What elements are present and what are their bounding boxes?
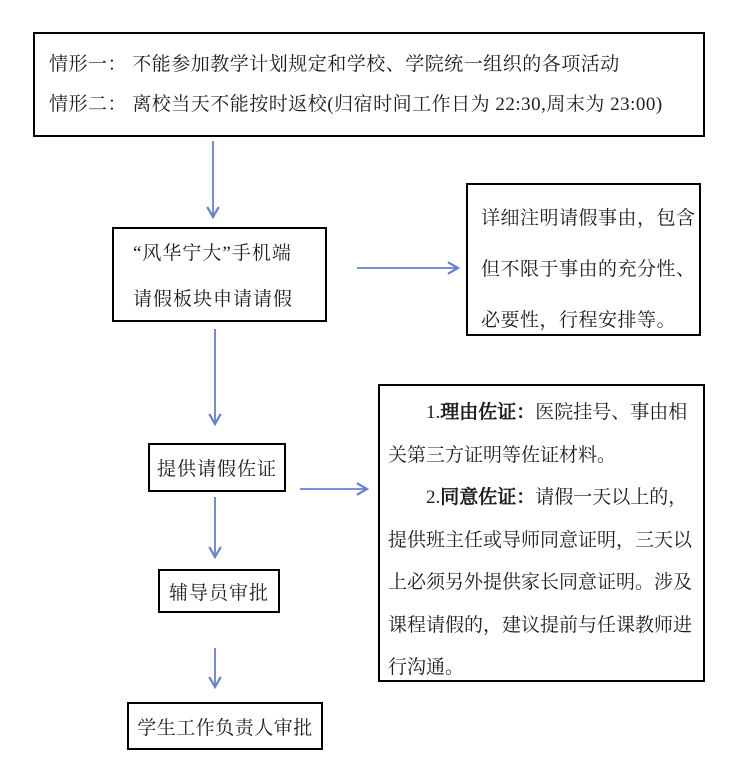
scenario-1-text: 情形一： 不能参加教学计划规定和学校、学院统一组织的各项活动	[49, 54, 620, 75]
student-affairs-leader-approval-label: 学生工作负责人审批	[137, 717, 313, 739]
evidence-note-line-2: 关第三方证明等佐证材料。	[388, 444, 617, 466]
reason-note-line-2: 但不限于事由的充分性、	[481, 259, 696, 280]
evidence-note-line-4: 提供班主任或导师同意证明，三天以	[388, 529, 693, 551]
evidence-item-1-number: 1.	[426, 402, 441, 423]
evidence-note-line-6: 课程请假的，建议提前与任课教师进	[388, 614, 693, 636]
evidence-item-2-title: 同意佐证：	[440, 487, 536, 508]
app-apply-line-1: “风华宁大”手机端	[133, 243, 292, 264]
evidence-item-2	[388, 477, 695, 520]
reason-note-line-1: 详细注明请假事由，包含	[481, 208, 696, 229]
student-affairs-leader-approval-box	[127, 702, 323, 750]
evidence-item-2-text: 请假一天以上的，	[535, 487, 688, 508]
evidence-item-1	[388, 392, 695, 435]
reason-note-line-3: 必要性，行程安排等。	[481, 310, 677, 331]
evidence-item-1-title: 理由佐证：	[440, 402, 536, 423]
evidence-note-line-7: 行沟通。	[388, 657, 465, 678]
evidence-note-box	[378, 384, 705, 682]
counselor-approval-label: 辅导员审批	[168, 582, 269, 604]
app-apply-box	[112, 227, 327, 322]
scenarios-box	[33, 32, 705, 137]
evidence-note-line-5: 上必须另外提供家长同意证明。涉及	[388, 572, 693, 593]
provide-evidence-box	[148, 443, 286, 492]
evidence-item-2-number: 2.	[426, 487, 441, 508]
reason-note-box	[466, 183, 701, 336]
counselor-approval-box	[158, 569, 280, 613]
app-apply-line-2: 请假板块申请请假	[133, 289, 294, 310]
provide-evidence-label: 提供请假佐证	[156, 459, 277, 480]
scenario-2-text: 情形二： 离校当天不能按时返校(归宿时间工作日为 22:30,周末为 23:00)	[49, 94, 663, 115]
evidence-item-1-text: 医院挂号、事由相	[535, 402, 688, 423]
